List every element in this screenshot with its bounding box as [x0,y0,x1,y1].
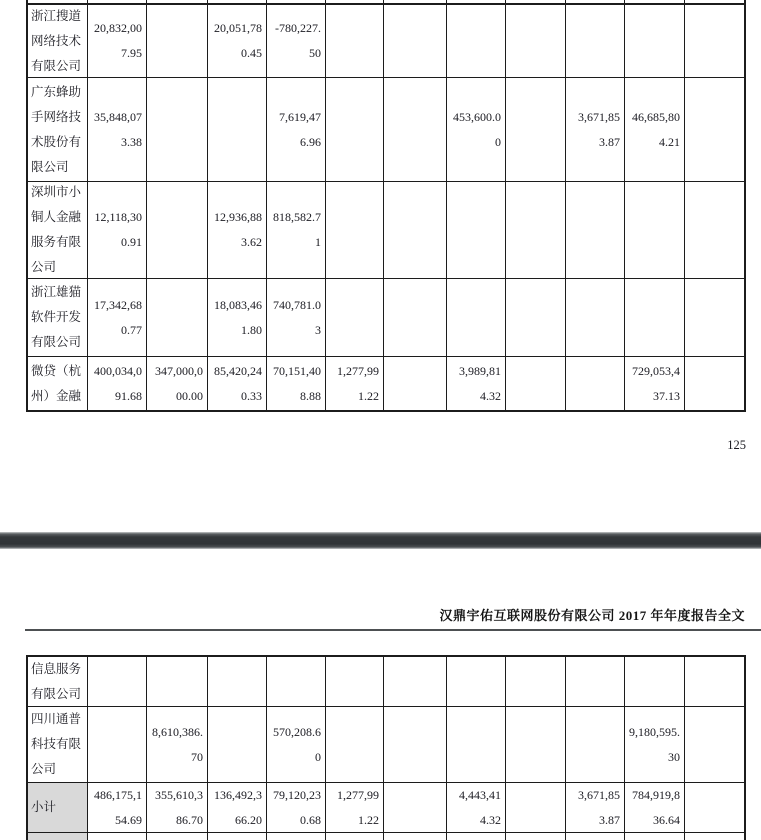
value-cell: 9,180,595.30 [625,707,685,782]
value-cell: 355,610,386.70 [147,783,208,832]
value-cell: 136,492,366.20 [208,783,267,832]
value-cell [685,279,744,356]
value-cell: 12,936,883.62 [208,182,267,278]
company-name-cell: 浙江雄猫软件开发有限公司 [28,279,88,356]
table-row [28,182,744,279]
value-cell [208,78,267,181]
value-cell [506,279,566,356]
value-cell: 3,671,853.87 [566,783,625,832]
value-cell: 3,989,814.32 [447,357,506,410]
value-cell [625,657,685,706]
value-cell: 20,051,780.45 [208,5,267,77]
company-name-cell: 小计 [28,783,88,832]
value-cell [566,182,625,278]
table-row [28,279,744,357]
value-cell: 85,420,240.33 [208,357,267,410]
company-name-cell: 深圳市小铜人金融服务有限公司 [28,182,88,278]
value-cell [208,657,267,706]
value-cell [384,657,447,706]
value-cell: 347,000,000.00 [147,357,208,410]
value-cell: 35,848,073.38 [88,78,147,181]
value-cell: 70,151,408.88 [267,357,326,410]
value-cell: 20,832,007.95 [88,5,147,77]
value-cell [566,5,625,77]
value-cell [147,657,208,706]
table-row [28,783,744,833]
value-cell [326,279,384,356]
value-cell [685,357,744,410]
value-cell [208,707,267,782]
value-cell [506,783,566,832]
value-cell [326,707,384,782]
value-cell [566,279,625,356]
value-cell [685,657,744,706]
value-cell: 4,443,414.32 [447,783,506,832]
value-cell [506,357,566,410]
value-cell [147,182,208,278]
value-cell [147,279,208,356]
value-cell [506,657,566,706]
header-rule [25,629,761,631]
value-cell: 740,781.03 [267,279,326,356]
value-cell [685,5,744,77]
value-cell [326,182,384,278]
value-cell [384,707,447,782]
value-cell: 818,582.71 [267,182,326,278]
table-row [28,78,744,182]
company-name-cell: 信息服务有限公司 [28,657,88,706]
value-cell: 570,208.60 [267,707,326,782]
value-cell [384,783,447,832]
value-cell [625,182,685,278]
value-cell [506,182,566,278]
value-cell [384,182,447,278]
value-cell [625,5,685,77]
value-cell: 1,277,991.22 [326,783,384,832]
value-cell [506,707,566,782]
value-cell [147,5,208,77]
value-cell: 729,053,437.13 [625,357,685,410]
value-cell: 1,277,991.22 [326,357,384,410]
financial-table-page2 [26,655,746,840]
value-cell [566,657,625,706]
value-cell [447,707,506,782]
value-cell [384,279,447,356]
value-cell [566,357,625,410]
value-cell [685,707,744,782]
value-cell [506,78,566,181]
value-cell [384,5,447,77]
table-row [28,707,744,783]
value-cell [384,78,447,181]
page-separator-band [0,532,761,549]
value-cell: 46,685,804.21 [625,78,685,181]
value-cell: 79,120,230.68 [267,783,326,832]
value-cell [566,707,625,782]
table-row [28,5,744,78]
report-header-title: 汉鼎宇佑互联网股份有限公司 2017 年年度报告全文 [439,608,745,623]
value-cell [88,707,147,782]
value-cell [447,279,506,356]
company-name-cell: 微贷（杭州）金融 [28,357,88,410]
financial-table-page1 [26,0,746,412]
value-cell [685,182,744,278]
value-cell [326,657,384,706]
value-cell: 486,175,154.69 [88,783,147,832]
table-row [28,657,744,707]
value-cell [447,182,506,278]
value-cell: 18,083,461.80 [208,279,267,356]
value-cell: 12,118,300.91 [88,182,147,278]
value-cell: 17,342,680.77 [88,279,147,356]
value-cell [625,279,685,356]
value-cell [326,5,384,77]
value-cell [447,657,506,706]
company-name-cell: 广东蜂助手网络技术股份有限公司 [28,78,88,181]
value-cell [326,78,384,181]
value-cell: 8,610,386.70 [147,707,208,782]
value-cell [506,5,566,77]
value-cell: 3,671,853.87 [566,78,625,181]
value-cell [88,657,147,706]
value-cell: -780,227.50 [267,5,326,77]
value-cell [267,657,326,706]
page-number: 125 [727,438,746,452]
value-cell: 7,619,476.96 [267,78,326,181]
value-cell: 453,600.00 [447,78,506,181]
value-cell: 784,919,836.64 [625,783,685,832]
table-row [28,357,744,410]
company-name-cell: 浙江搜道网络技术有限公司 [28,5,88,77]
value-cell [685,78,744,181]
value-cell [384,357,447,410]
value-cell [685,783,744,832]
value-cell [447,5,506,77]
value-cell: 400,034,091.68 [88,357,147,410]
company-name-cell: 四川通普科技有限公司 [28,707,88,782]
value-cell [147,78,208,181]
